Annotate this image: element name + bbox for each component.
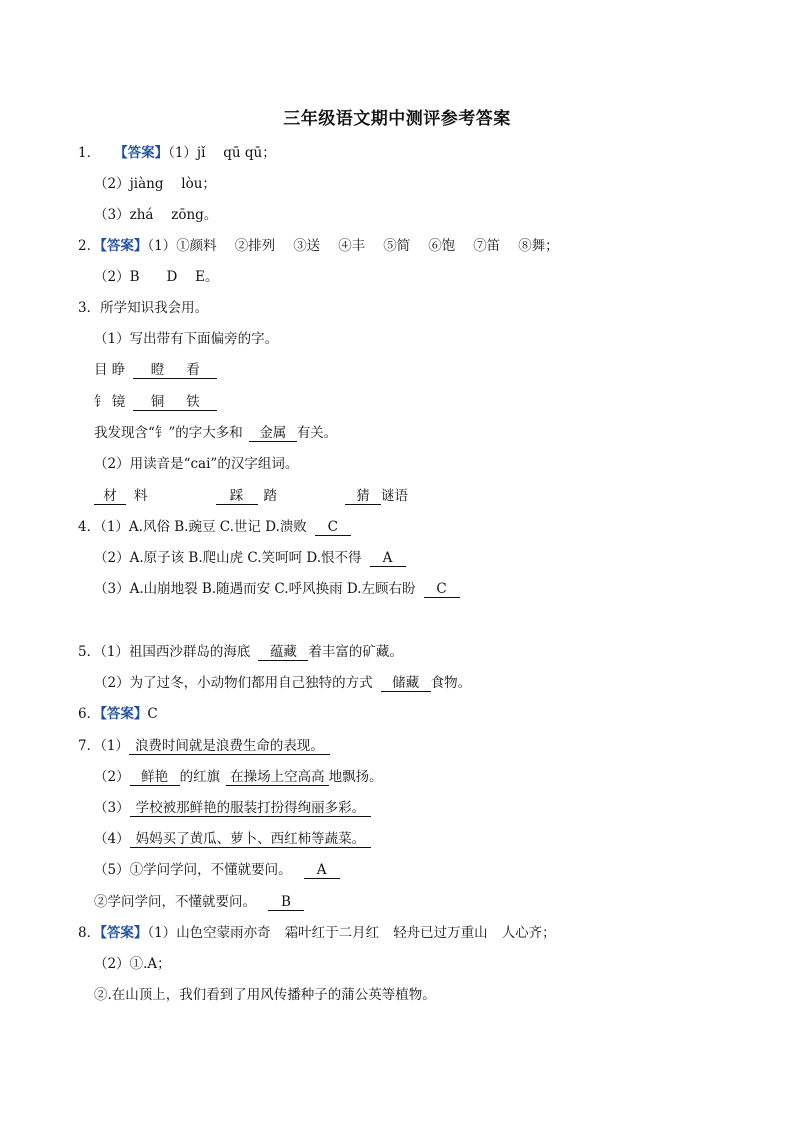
q2-item: ④丰 <box>338 238 366 254</box>
q2-part-2: （2）B D E。 <box>94 269 219 285</box>
q2-number: 2． <box>78 238 101 254</box>
q2-item: ⑤简 <box>383 238 411 254</box>
q6-line <box>78 704 158 724</box>
q2-part-1-prefix: （1） <box>147 238 177 254</box>
blank-answer: 鲜艳 <box>130 769 180 786</box>
blank-answer: C <box>315 519 351 536</box>
q5-part-2-suffix: 食物。 <box>430 675 472 691</box>
q3-part-1: （1）写出带有下面偏旁的字。 <box>94 331 279 347</box>
q7-part-3-prefix: （3） <box>94 800 130 816</box>
finding-prefix: 我发现含“钅”的字大多和 <box>94 425 243 441</box>
q2-line-1 <box>78 236 559 256</box>
q1-part-3: （3）zhá zōng。 <box>94 207 218 223</box>
blank-answer: 妈妈买了黄瓜、萝卜、西红柿等蔬菜。 <box>130 831 372 848</box>
q4-line-1 <box>78 517 351 537</box>
answer-text: 铁 <box>186 394 200 410</box>
word-suffix: 谜语 <box>381 488 408 504</box>
answer-text: 铜 <box>150 394 165 410</box>
q7-line-3 <box>94 798 371 818</box>
blank-answer: A <box>304 862 340 879</box>
q2-item: ⑥饱 <box>428 238 456 254</box>
answer-text: 看 <box>186 362 200 378</box>
blank-answer: 蕴藏 <box>258 644 308 661</box>
q7-part-6-prefix: ②学问学问，不懂就要问。 <box>94 894 256 910</box>
blank-answer: C <box>424 581 460 598</box>
q7-line-1 <box>78 736 330 756</box>
q4-line-3 <box>94 579 460 599</box>
answer-tag: 【答案】 <box>100 925 148 941</box>
blank-answer: 材 <box>94 488 126 505</box>
q5-part-2-prefix: （2）为了过冬，小动物们都用自己独特的方式 <box>94 675 373 691</box>
finding-suffix: 有关。 <box>296 425 338 441</box>
word-suffix: 踏 <box>263 488 277 504</box>
q8-item: 霜叶红于二月红 <box>284 925 380 941</box>
q7-part-1-prefix: （1） <box>100 738 129 754</box>
q7-line-6 <box>94 892 304 912</box>
q3-intro: 所学知识我会用。 <box>100 300 209 316</box>
blank-answer: 学校被那鲜艳的服装打扮得绚丽多彩。 <box>130 800 372 817</box>
blank-answer: A <box>370 550 406 567</box>
q5-line-1 <box>78 642 403 662</box>
q7-line-4 <box>94 829 371 849</box>
q7-part-2-middle: 的红旗 <box>179 769 221 785</box>
q4-line-2 <box>94 548 406 568</box>
q8-item: 山色空蒙雨亦奇 <box>176 925 271 941</box>
q4-part-3: （3）A.山崩地裂 B.随遇而安 C.呼风换雨 D.左顾右盼 <box>94 581 416 597</box>
q7-part-2-suffix: 地飘扬。 <box>328 769 383 785</box>
q8-number: 8． <box>78 925 101 941</box>
q1-part-1: （1）jǐ qū qū； <box>168 145 276 161</box>
word-suffix: 料 <box>134 488 148 504</box>
blank-answer <box>133 394 217 411</box>
answer-tag: 【答案】 <box>100 706 148 722</box>
q8-part-1-prefix: （1） <box>147 925 177 941</box>
q3-words <box>94 486 408 506</box>
blank-answer: 猜 <box>345 488 381 505</box>
q3-part-2: （2）用读音是“cai”的汉字组词。 <box>94 456 299 472</box>
q2-item: ①颜料 <box>176 238 217 254</box>
q4-number: 4． <box>78 519 101 535</box>
q7-part-5-prefix: （5）①学问学问，不懂就要问。 <box>94 862 292 878</box>
q7-part-4-prefix: （4） <box>94 831 130 847</box>
q2-item: ⑦笛 <box>473 238 501 254</box>
q3-row-1 <box>94 360 217 380</box>
q7-part-2-prefix: （2） <box>94 769 130 785</box>
q3-row-2 <box>94 392 217 412</box>
q7-line-2 <box>94 767 383 787</box>
q2-item: ②排列 <box>234 238 276 254</box>
q3-line-1 <box>78 298 208 318</box>
answer-tag: 【答案】 <box>100 238 148 254</box>
blank-answer: B <box>268 894 304 911</box>
blank-answer: 浪费时间就是浪费生命的表现。 <box>129 738 330 755</box>
q4-part-2: （2）A.原子该 B.爬山虎 C.笑呵呵 D.恨不得 <box>94 550 362 566</box>
q8-part-2: （2）①.A； <box>94 956 171 972</box>
blank-answer: 金属 <box>249 425 297 442</box>
blank-answer: 踩 <box>216 488 258 505</box>
q3-finding <box>94 423 337 443</box>
page-title: 三年级语文期中测评参考答案 <box>283 109 511 129</box>
q1-part-2: （2）jiàng lòu； <box>94 176 216 192</box>
q1-number: 1． <box>78 145 101 161</box>
q6-number: 6． <box>78 706 101 722</box>
q5-part-1-prefix: （1）祖国西沙群岛的海底 <box>100 644 251 660</box>
q7-line-5 <box>94 860 340 880</box>
q7-number: 7． <box>78 738 101 754</box>
q8-item: 人心齐； <box>501 925 556 941</box>
answer-tag: 【答案】 <box>114 145 169 161</box>
answer-text: 瞪 <box>150 362 165 378</box>
q6-answer: C <box>147 706 158 722</box>
radical-row-label: 目 睁 <box>94 362 126 378</box>
q4-part-1: （1）A.风俗 B.豌豆 C.世记 D.溃败 <box>100 519 307 535</box>
blank-answer <box>133 362 217 379</box>
q8-part-3: ②.在山顶上，我们看到了用风传播种子的蒲公英等植物。 <box>94 987 436 1003</box>
q8-item: 轻舟已过万重山 <box>393 925 488 941</box>
q5-number: 5． <box>78 644 101 660</box>
q8-line-1 <box>78 923 556 943</box>
q2-item: ③送 <box>293 238 321 254</box>
q2-item: ⑧舞； <box>518 238 559 254</box>
blank-answer: 在操场上空高高 <box>226 769 329 786</box>
blank-answer: 储藏 <box>381 675 431 692</box>
q1-line-1 <box>78 143 276 163</box>
radical-row-label: 钅 镜 <box>94 394 126 410</box>
q5-part-1-suffix: 着丰富的矿藏。 <box>308 644 403 660</box>
q5-line-2 <box>94 673 471 693</box>
q3-number: 3． <box>78 300 101 316</box>
